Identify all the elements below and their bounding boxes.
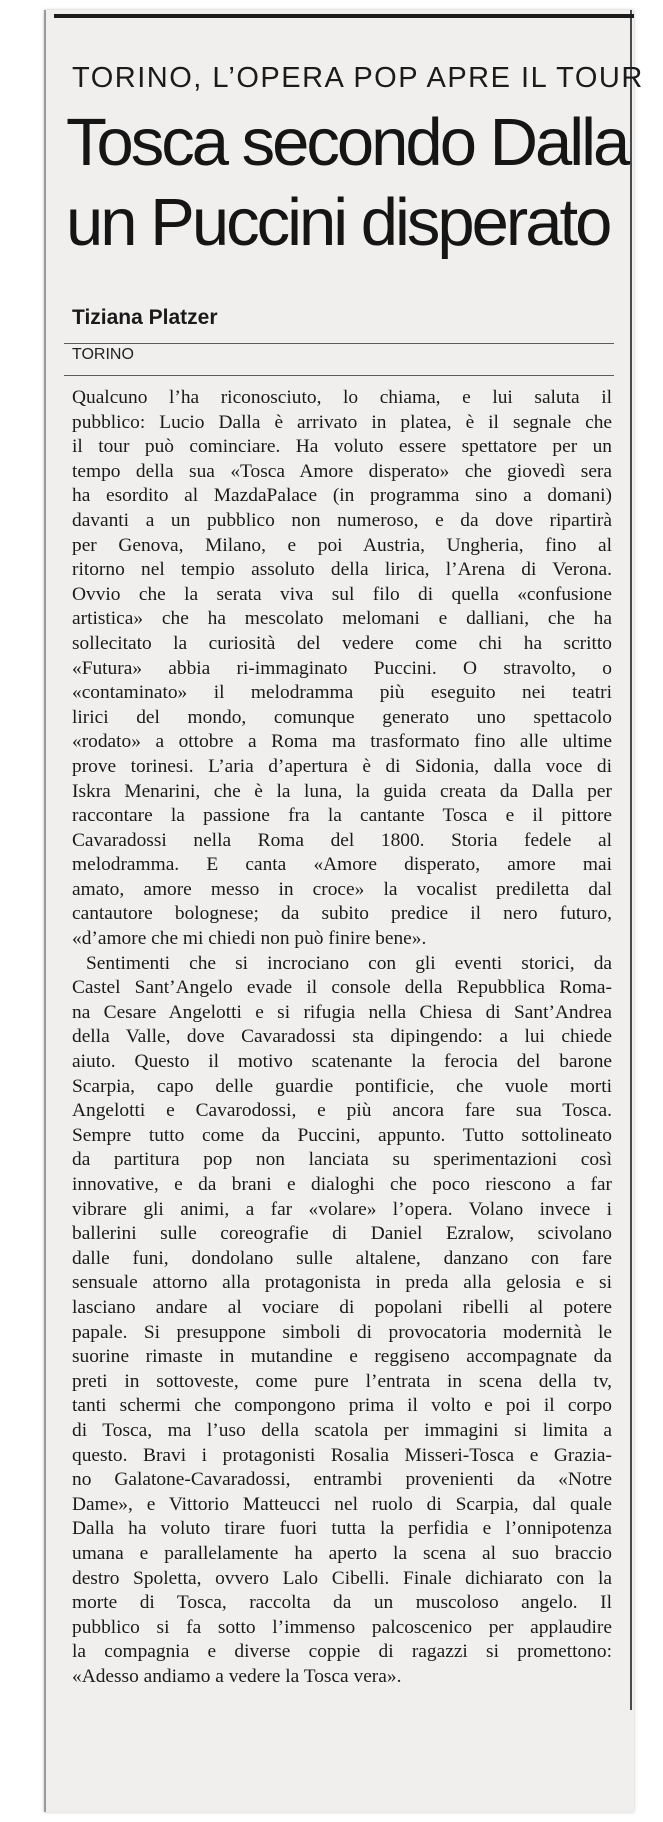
article-line: Dalla ha voluto tirare fuori tutta la perfidia e l’onnipotenza [72,1518,612,1540]
article-line: aiuto. Questo il motivo scatenante la ferocia del barone [72,1051,612,1073]
article-line: Cavaradossi nella Roma del 1800. Storia fedele al [72,829,612,851]
article-line: Iskra Menarini, che è la luna, la guida creata da Dalla per [72,780,612,802]
article-line: cantautore bolognese; da subito predice il nero futuro, [72,903,612,925]
article-line: melodramma. E canta «Amore disperato, amore mai [72,854,612,876]
article-line: pubblico si fa sotto l’immenso palcoscenico per applaudire [72,1616,612,1638]
article-line: di Tosca, ma l’uso della scatola per immagini si limita a [72,1419,612,1441]
kicker: TORINO, L’OPERA POP APRE IL TOUR [72,62,644,94]
article-line: davanti a un pubblico non numeroso, e da dove ripartirà [72,509,612,531]
article-line: vibrare gli animi, a far «volare» l’opera. Volano invece i [72,1198,612,1220]
article-line: Scarpia, capo delle guardie pontificie, che vuole morti [72,1075,612,1097]
article-line: «Adesso andiamo a vedere la Tosca vera». [72,1665,402,1687]
article-line: per Genova, Milano, e poi Austria, Ungheria, fino al [72,534,612,556]
headline-line: un Puccini disperato [66,185,610,260]
article-line: umana e parallelamente ha aperto la scena al suo braccio [72,1542,612,1564]
article-line: ritorno nel tempio assoluto della lirica, l’Arena di Verona. [72,559,612,581]
top-rule [54,14,634,18]
article-line: Sempre tutto come da Puccini, appunto. Tutto sottolineato [72,1124,612,1146]
article-line: Castel Sant’Angelo evade il console della Repubblica Roma- [72,977,612,999]
article-line: «Futura» abbia ri-immaginato Puccini. O stravolto, o [72,657,612,679]
article-line: papale. Si presuppone simboli di provocatoria modernità le [72,1321,612,1343]
headline-line: Tosca secondo Dalla [66,105,628,180]
article-line: tempo della sua «Tosca Amore disperato» che giovedì sera [72,460,612,482]
article-line: la compagnia e diverse coppie di ragazzi si promettono: [72,1641,612,1663]
article-line: questo. Bravi i protagonisti Rosalia Misseri-Tosca e Grazia- [72,1444,612,1466]
article-line: amato, amore messo in croce» la vocalist prediletta dal [72,878,612,900]
dateline-rule [64,375,614,376]
article-line: Qualcuno l’ha riconosciuto, lo chiama, e lui saluta il [72,387,612,408]
article-line: tanti schermi che compongono prima il volto e poi il corpo [72,1395,612,1417]
article-line: na Cesare Angelotti e si rifugia nella Chiesa di Sant’Andrea [72,1001,612,1023]
article-line: «contaminato» il melodramma più eseguito nei teatri [72,682,612,704]
article-line: lirici del mondo, comunque generato uno spettacolo [72,706,612,728]
article-line: il tour può cominciare. Ha voluto essere spettatore per un [72,436,612,458]
article-body [72,386,612,1689]
article-line: Sentimenti che si incrociano con gli eventi storici, da [86,952,612,974]
article-line: suorine rimaste in mutandine e reggiseno accompagnate da [72,1346,612,1368]
byline-rule [64,343,614,344]
article-line: lasciano andare al vociare di popolani ribelli al potere [72,1296,612,1318]
clipping-right-edge [630,10,632,1710]
article-line: pubblico: Lucio Dalla è arrivato in platea, è il segnale che [72,411,612,433]
article-line: ha esordito al MazdaPalace (in programma sino a domani) [72,485,612,507]
article-line: preti in sottoveste, come pure l’entrata in scena della tv, [72,1370,612,1392]
headline [66,103,626,263]
dateline: TORINO [72,346,134,363]
article-line: destro Spoletta, ovvero Lalo Cibelli. Finale dichiarato con la [72,1567,612,1589]
clipping-left-edge [44,10,46,1812]
article-line: no Galatone-Cavaradossi, entrambi provenienti da «Notre [72,1469,612,1491]
article-line: prove torinesi. L’aria d’apertura è di Sidonia, dalla voce di [72,755,612,777]
article-line: sollecitato la curiosità del vedere come chi ha scritto [72,632,612,654]
article-line: «d’amore che mi chiedi non può finire bene». [72,928,427,950]
article-line: della Valle, dove Cavaradossi sta dipingendo: a lui chiede [72,1026,612,1048]
article-line: raccontare la passione fra la cantante Tosca e il pittore [72,805,612,827]
article-line: dalle funi, dondolano sulle altalene, danzano con fare [72,1247,612,1269]
article-line: ballerini sulle coreografie di Daniel Ezralow, scivolano [72,1223,612,1245]
article-line: da partitura pop non lanciata su sperimentazioni così [72,1149,612,1171]
article-line: morte di Tosca, raccolta da un muscoloso angelo. Il [72,1592,612,1614]
article-line: Ovvio che la serata viva sul filo di quella «confusione [72,583,612,605]
article-line: sensuale attorno alla protagonista in preda alla gelosia e si [72,1272,612,1294]
article-line: Dame», e Vittorio Matteucci nel ruolo di Scarpia, dal quale [72,1493,612,1515]
article-line: «rodato» a ottobre a Roma ma trasformato fino alle ultime [72,731,612,753]
article-line: innovative, e da brani e dialoghi che poco riescono a far [72,1174,612,1195]
article-line: artistica» che ha mescolato melomani e dalliani, che ha [72,608,612,630]
article-line: Angelotti e Cavarodossi, e più ancora fare sua Tosca. [72,1100,612,1122]
author-byline: Tiziana Platzer [72,306,218,329]
